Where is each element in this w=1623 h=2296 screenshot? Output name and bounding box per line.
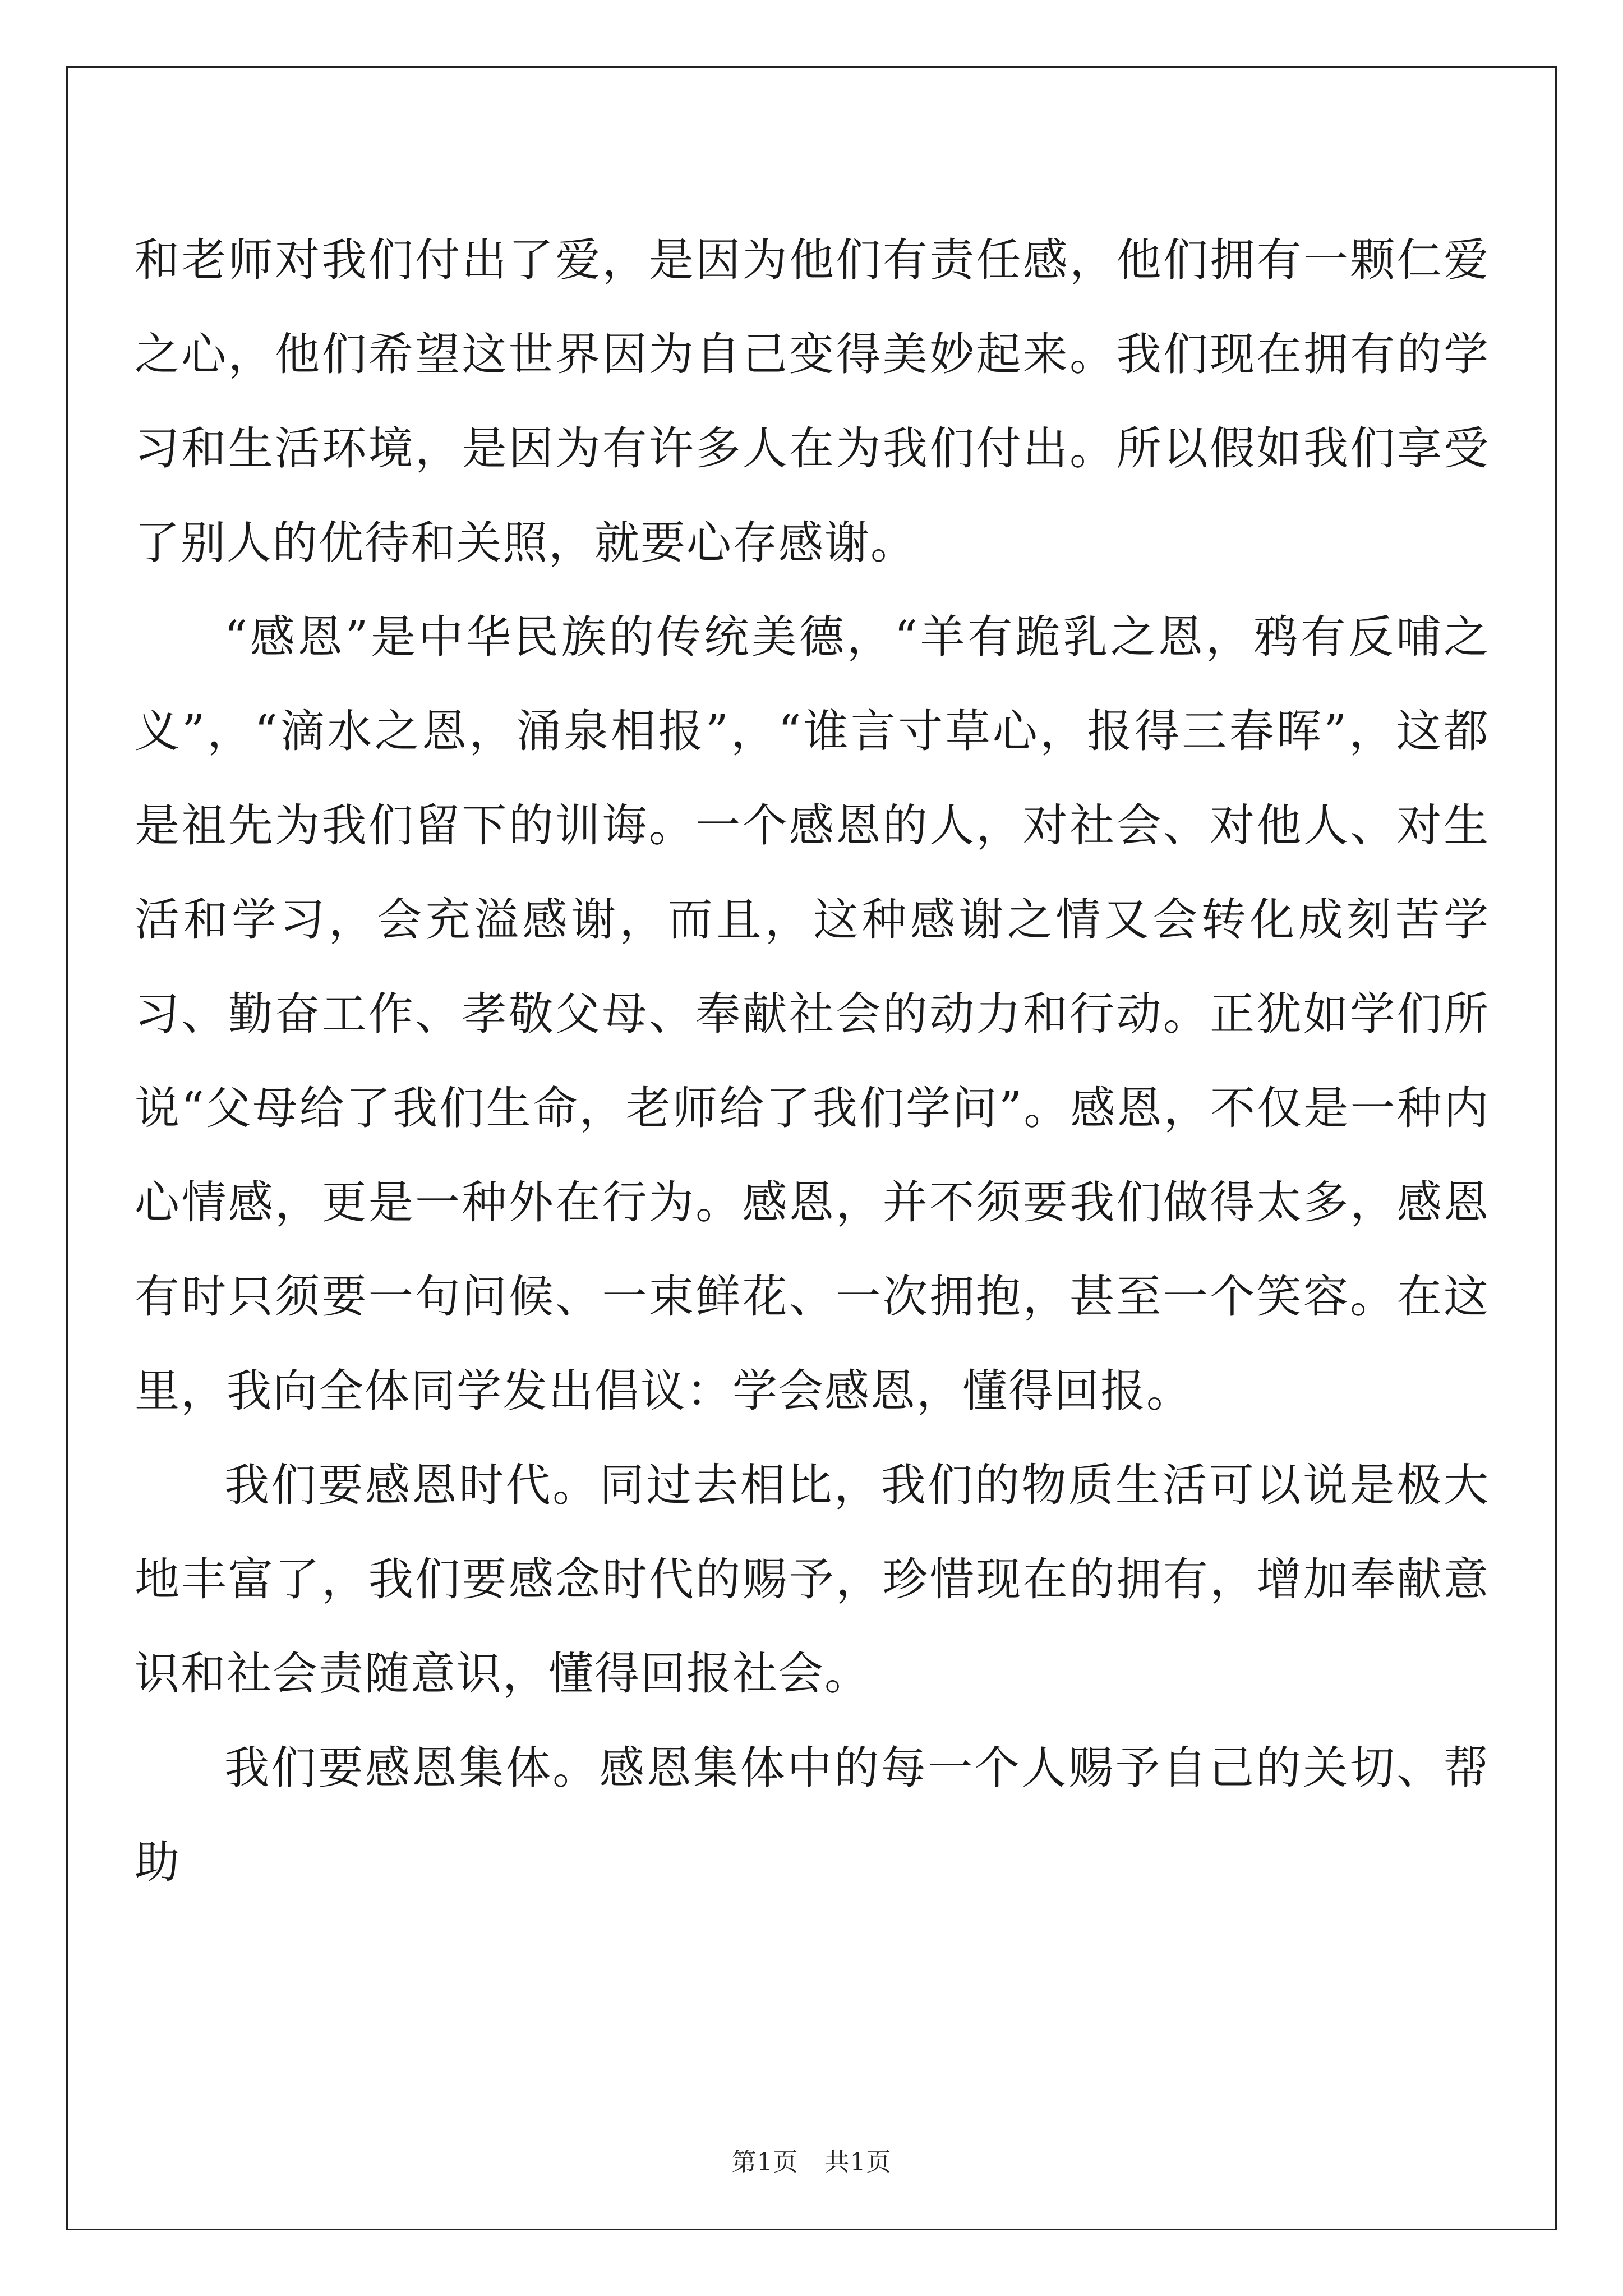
paragraph-3: 我们要感恩时代。同过去相比，我们的物质生活可以说是极大地丰富了，我们要感念时代的赐予，珍惜现在的拥有，增加奉献意识和社会责随意识，懂得回报社会。 bbox=[135, 1459, 1490, 1700]
page-number-total: 共1页 bbox=[824, 2148, 892, 2177]
page-number-current: 第1页 bbox=[731, 2148, 799, 2177]
document-body bbox=[135, 213, 1490, 1910]
paragraph-2: “感恩”是中华民族的传统美德，“羊有跪乳之恩，鸦有反哺之义”，“滴水之恩，涌泉相报”，“谁言寸草心，报得三春晖”，这都是祖先为我们留下的训诲。一个感恩的人，对社会、对他人、对生活和学习，会充溢感谢，而且，这种感谢之情又会转化成刻苦学习、勤奋工作、孝敬父母、奉献社会的动力和行动。正犹如学们所说“父母给了我们生命，老师给了我们学问”。感恩，不仅是一种内心情感，更是一种外在行为。感恩，并不须要我们做得太多，感恩有时只须要一句问候、一束鲜花、一次拥抱，甚至一个笑容。在这里，我向全体同学发出倡议：学会感恩，懂得回报。 bbox=[135, 611, 1490, 1417]
paragraph-4: 我们要感恩集体。感恩集体中的每一个人赐予自己的关切、帮助 bbox=[135, 1742, 1490, 1888]
paragraph-1: 和老师对我们付出了爱，是因为他们有责任感，他们拥有一颗仁爱之心，他们希望这世界因为自己变得美妙起来。我们现在拥有的学习和生活环境，是因为有许多人在为我们付出。所以假如我们享受了别人的优待和关照，就要心存感谢。 bbox=[135, 234, 1490, 569]
page-footer bbox=[0, 2142, 1623, 2178]
